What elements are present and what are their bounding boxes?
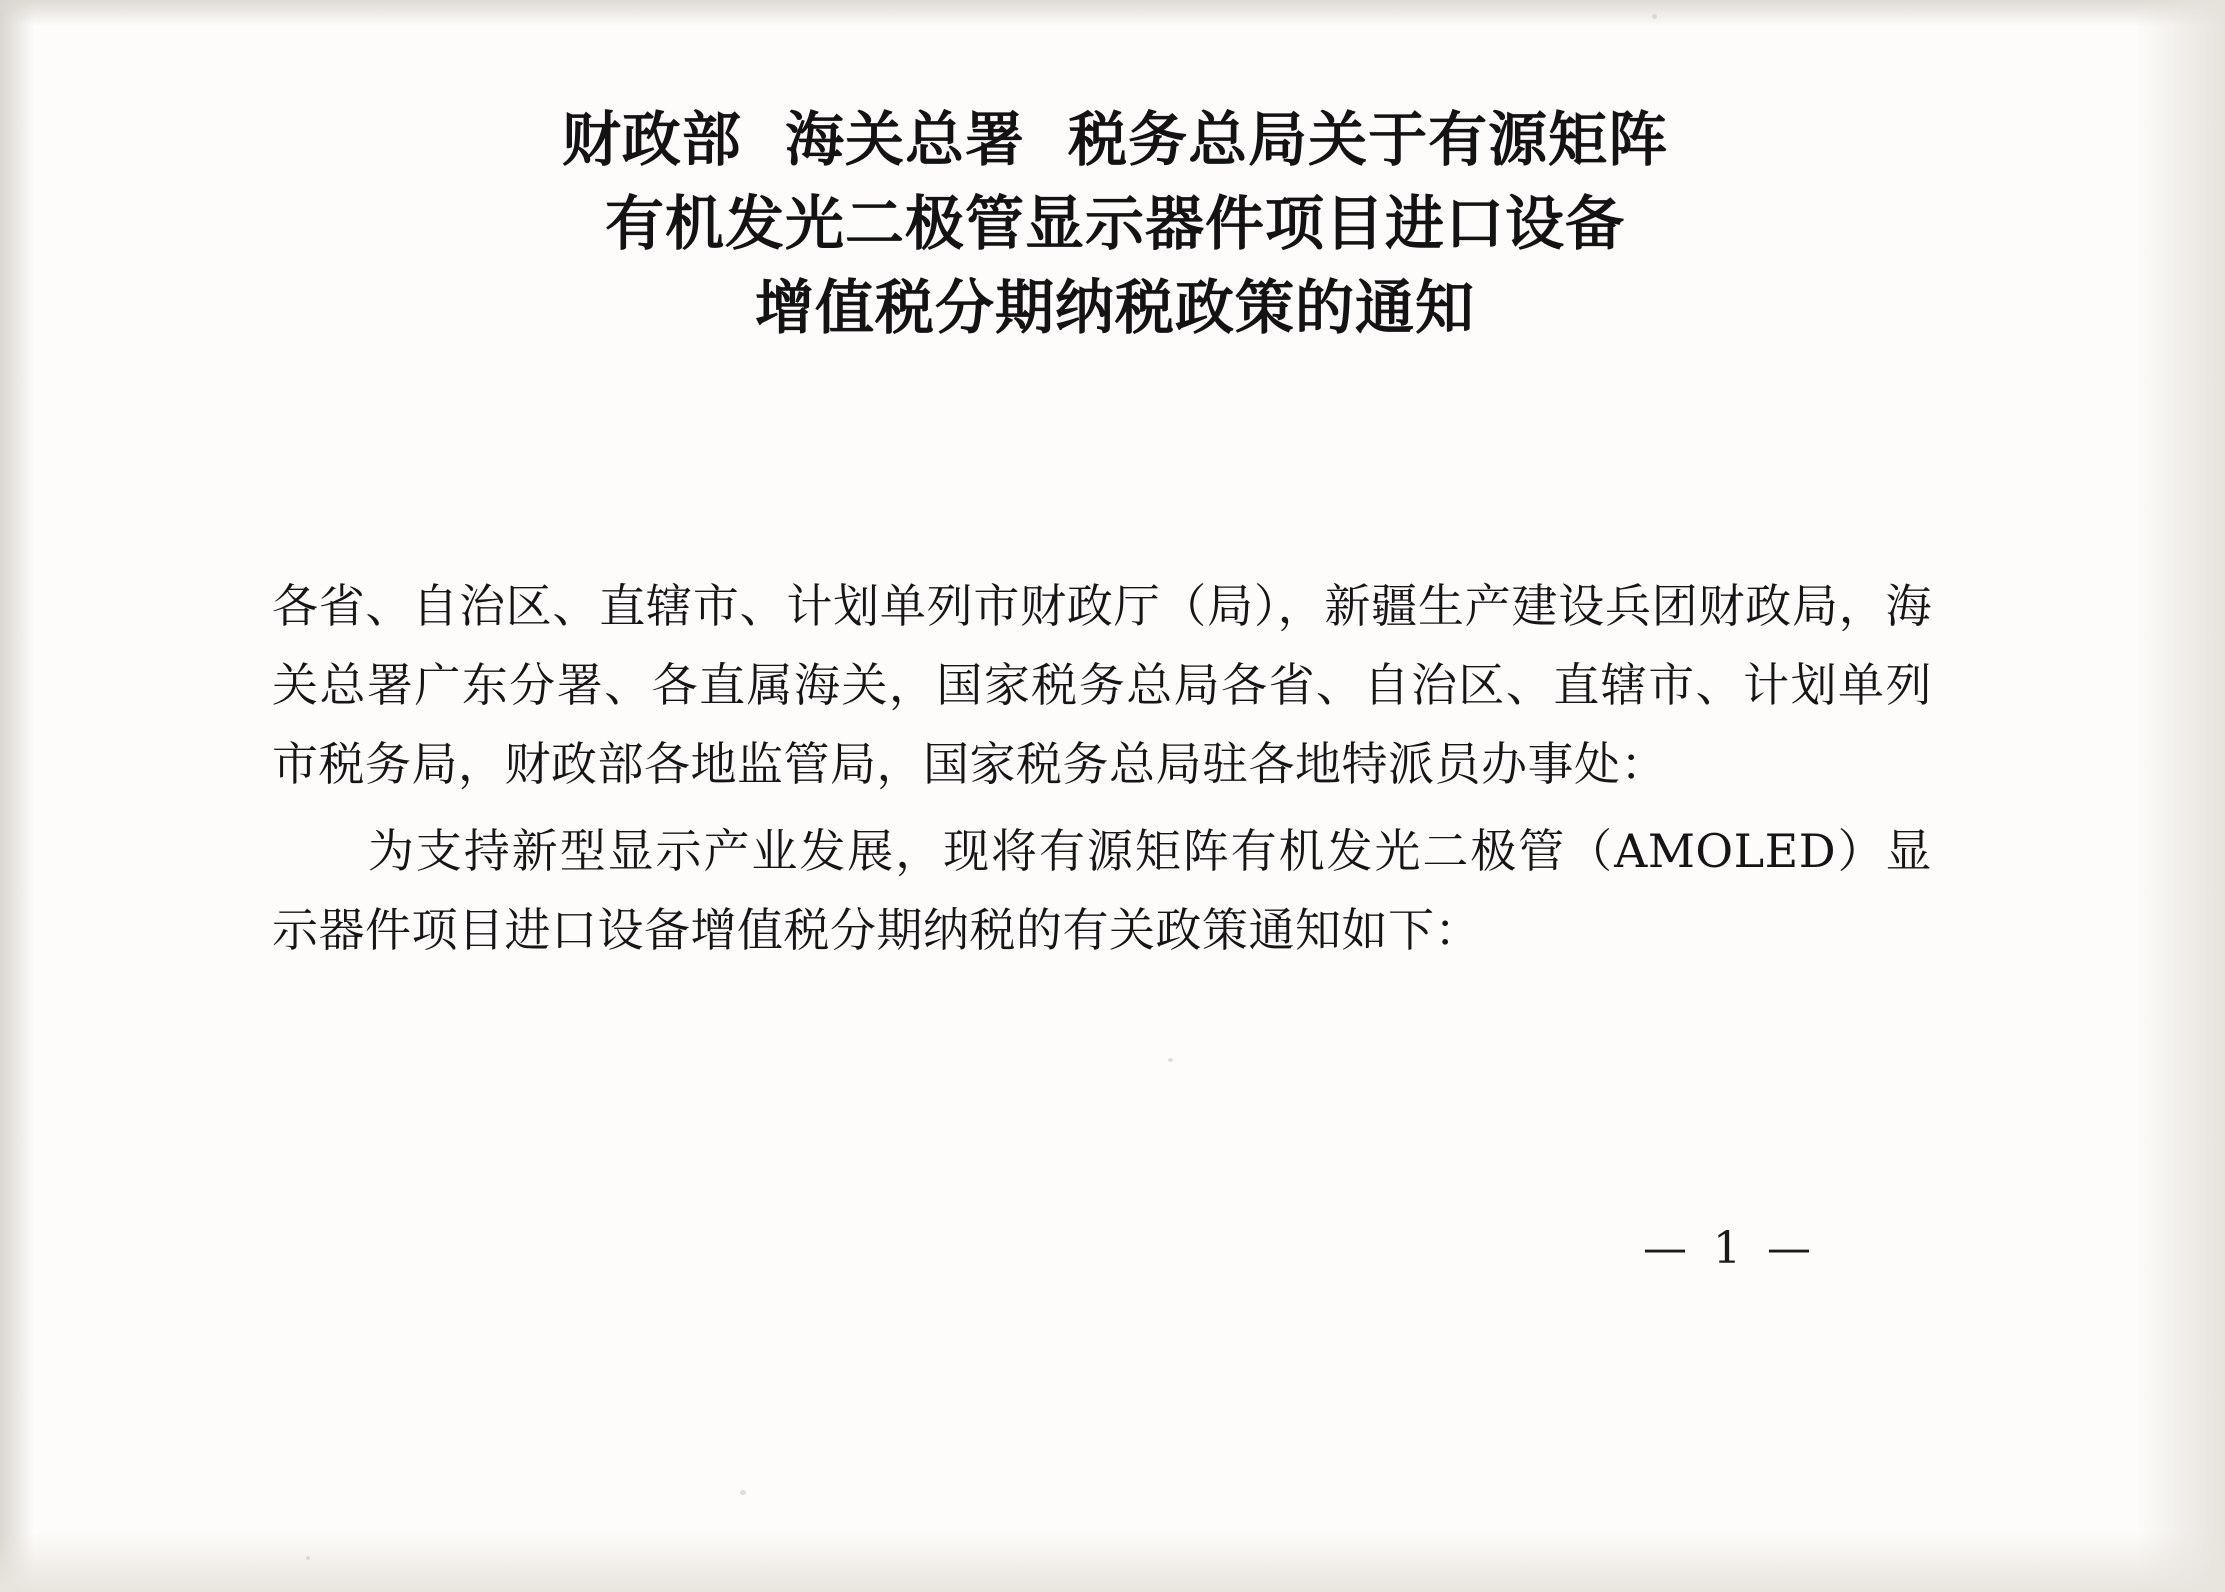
title-line-3: 增值税分期纳税政策的通知 <box>754 273 1475 342</box>
title-line-2: 有机发光二极管显示器件项目进口设备 <box>604 189 1625 258</box>
paragraph-addressee: 各省、自治区、直辖市、计划单列市财政厅（局），新疆生产建设兵团财政局，海关总署广东分署、各直属海关，国家税务总局各省、自治区、直辖市、计划单列市税务局，财政部各地监管局，国家税务总局驻各地特派员办事处： <box>272 579 1932 791</box>
page-number: — 1 — <box>1643 1223 1817 1274</box>
title-line-1: 财政部 海关总署 税务总局关于有源矩阵 <box>561 105 1669 174</box>
document-body <box>272 567 1932 970</box>
document-title <box>270 98 1960 350</box>
paragraph-opening: 为支持新型显示产业发展，现将有源矩阵有机发光二极管（AMOLED）显示器件项目进口设备增值税分期纳税的有关政策通知如下： <box>272 824 1932 957</box>
